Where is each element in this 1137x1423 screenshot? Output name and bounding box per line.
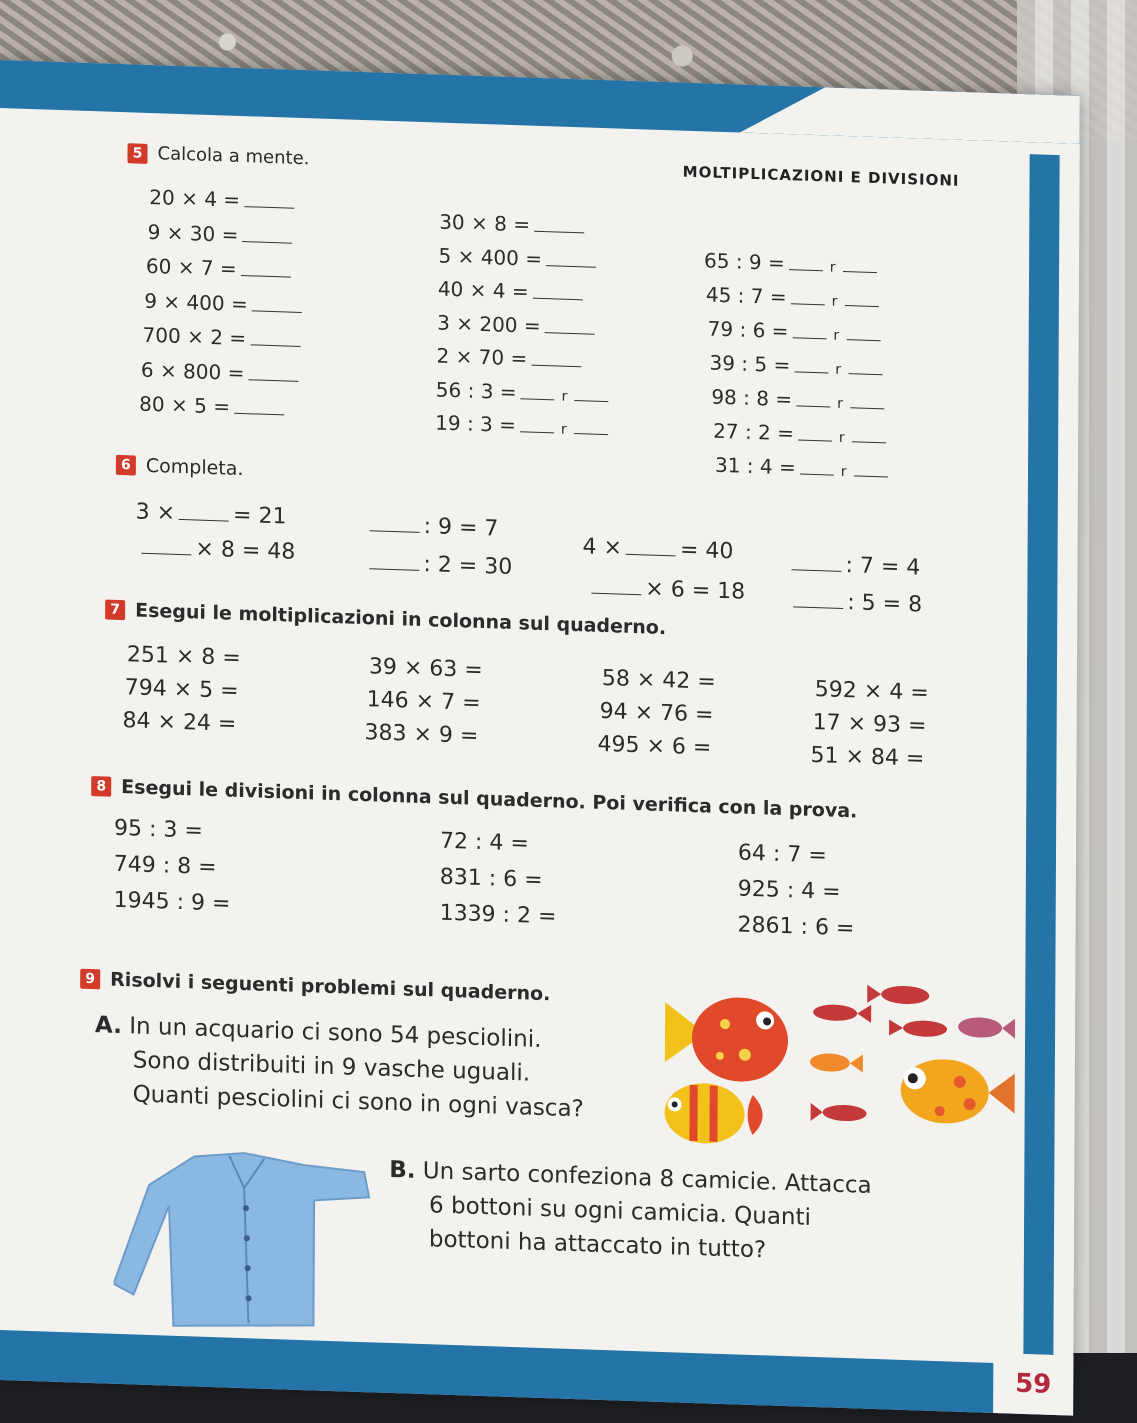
answer-blank <box>546 264 596 268</box>
remainder-label: r <box>840 463 847 481</box>
remainder-label: r <box>560 421 567 438</box>
ex6-item <box>789 588 922 617</box>
problem-a-label: A. <box>94 1012 122 1040</box>
ex5-col3-item <box>708 316 885 346</box>
ex7-text: 146 × 7 = <box>366 687 481 716</box>
ex9-heading <box>80 968 550 1006</box>
answer-blank <box>793 605 843 609</box>
ex7-text: 39 × 63 = <box>368 654 483 684</box>
ex6-right: × 8 = 48 <box>195 536 296 565</box>
answer-blank <box>248 378 298 382</box>
ex5-expression: 30 × 8 = <box>439 209 531 237</box>
answer-blank <box>234 412 284 416</box>
ex5-col3-item <box>704 248 881 278</box>
ex6-right: × 6 = 18 <box>645 576 746 605</box>
ex5-expression: 39 : 5 = <box>709 350 791 378</box>
ex8-title: Esegui le divisioni in colonna sul quaderno. Poi verifica con la prova. <box>121 776 858 823</box>
remainder-label: r <box>838 429 845 447</box>
ex7-text: 794 × 5 = <box>124 675 239 704</box>
remainder-label: r <box>833 327 840 344</box>
answer-blank <box>242 240 292 244</box>
remainder-label: r <box>831 293 838 310</box>
ex7-expression <box>364 720 478 749</box>
problem-a-line-3: Quanti pesciolini ci sono in ogni vasca? <box>132 1081 584 1123</box>
ex7-text: 94 × 76 = <box>599 698 714 728</box>
remainder-label: r <box>829 259 836 276</box>
answer-blank <box>848 372 882 375</box>
ex8-expression <box>738 876 841 904</box>
ex6-right: : 5 = 8 <box>847 590 923 618</box>
ex8-text: 831 : 6 = <box>439 864 543 894</box>
ex7-heading <box>105 598 666 639</box>
answer-blank <box>533 297 583 301</box>
ex6-left: 3 × <box>135 499 176 526</box>
ex8-text: 64 : 7 = <box>737 840 827 869</box>
problem-b-line-2: 6 bottoni su ogni camicia. Quanti <box>429 1192 812 1231</box>
ex8-expression <box>114 816 203 844</box>
ex6-right: = 40 <box>679 537 734 565</box>
answer-blank <box>521 397 555 400</box>
spotted-fish-icon <box>901 1058 1015 1126</box>
answer-blank <box>791 302 825 305</box>
ex8-text: 925 : 4 = <box>737 876 841 905</box>
striped-fish-icon <box>664 1082 762 1145</box>
ex5-col1-item <box>143 323 305 352</box>
problem-b-line-3: bottoni ha attaccato in tutto? <box>428 1226 767 1264</box>
ex5-col1-item <box>148 219 297 248</box>
ex6-left: 4 × <box>582 534 623 561</box>
answer-blank <box>591 592 641 596</box>
ex5-col1-item <box>146 254 295 283</box>
ex7-text: 84 × 24 = <box>122 708 237 737</box>
ex5-expression: 9 × 400 = <box>144 288 248 316</box>
remainder-label: r <box>837 395 843 412</box>
ex8-expression <box>440 865 543 893</box>
ex6-item <box>587 574 745 604</box>
ex8-text: 1339 : 2 = <box>439 900 557 930</box>
ex5-expression: 56 : 3 = <box>435 376 517 404</box>
ex5-expression: 98 : 8 = <box>711 384 793 412</box>
ex7-text: 383 × 9 = <box>364 720 479 749</box>
ex7-text: 251 × 8 = <box>126 642 241 671</box>
big-fish-icon <box>665 995 788 1083</box>
answer-blank <box>850 406 884 409</box>
answer-blank <box>531 364 581 368</box>
ex5-col3-item <box>709 351 886 381</box>
ex8-expression <box>738 912 855 941</box>
ex5-expression: 19 : 3 = <box>435 410 516 438</box>
ex5-expression: 2 × 70 = <box>436 343 528 371</box>
ex6-title: Completa. <box>145 454 244 481</box>
remainder-label: r <box>561 388 568 405</box>
ex7-expression <box>602 666 716 695</box>
problem-b <box>389 1153 872 1271</box>
problem-a-line-2: Sono distribuiti in 9 vasche uguali. <box>132 1047 531 1087</box>
ex8-text: 72 : 4 = <box>439 828 529 857</box>
ex8-expression <box>738 840 827 868</box>
ex6-item <box>787 551 920 580</box>
ex7-expression <box>813 710 927 739</box>
ex5-expression: 31 : 4 = <box>714 452 796 480</box>
ex6-right: : 9 = 7 <box>423 514 499 542</box>
answer-blank <box>252 309 302 313</box>
ex7-expression <box>597 732 711 761</box>
ex8-text: 749 : 8 = <box>113 851 217 881</box>
ex7-expression <box>600 699 714 728</box>
answer-blank <box>792 336 826 339</box>
answer-blank <box>800 473 834 476</box>
ex5-col1-item <box>139 392 288 421</box>
ex5-col2-item <box>436 377 613 407</box>
answer-blank <box>370 529 420 533</box>
ex5-col1-item <box>149 185 298 214</box>
page-number: 59 <box>993 1353 1073 1416</box>
ex8-expression <box>440 901 557 930</box>
ex6-item <box>582 534 733 564</box>
ex5-expression: 700 × 2 = <box>142 322 247 351</box>
ex7-text: 495 × 6 = <box>597 731 712 761</box>
ex5-expression: 80 × 5 = <box>139 391 231 419</box>
ex5-col3-item <box>706 282 883 312</box>
ex8-badge: 8 <box>91 776 111 797</box>
ex6-item <box>136 500 287 530</box>
section-title: MOLTIPLICAZIONI E DIVISIONI <box>682 162 960 190</box>
answer-blank <box>789 268 823 271</box>
ex8-expression <box>114 852 217 880</box>
ex5-col3-item <box>711 385 888 415</box>
ex5-col1-item <box>144 288 306 317</box>
ex9-title: Risolvi i seguenti problemi sul quaderno. <box>110 968 551 1006</box>
ex6-item <box>366 512 499 541</box>
answer-blank <box>250 343 300 347</box>
ex6-right: = 21 <box>233 502 287 530</box>
ex5-expression: 79 : 6 = <box>707 316 789 344</box>
answer-blank <box>520 430 554 433</box>
answer-blank <box>796 404 830 407</box>
ex6-item <box>137 535 295 565</box>
ex8-text: 2861 : 6 = <box>737 912 855 942</box>
page-content <box>0 60 1080 1416</box>
answer-blank <box>574 399 608 402</box>
ex7-expression <box>369 654 483 683</box>
ex6-badge: 6 <box>116 455 136 476</box>
ex8-expression <box>440 829 529 857</box>
answer-blank <box>843 270 877 273</box>
ex6-heading <box>116 454 244 480</box>
ex5-expression: 20 × 4 = <box>149 184 241 212</box>
ex5-expression: 40 × 4 = <box>437 276 529 304</box>
ex7-expression <box>125 675 239 704</box>
ex7-expression <box>815 677 929 706</box>
problem-b-label: B. <box>389 1156 416 1184</box>
ex5-col3-item <box>715 453 892 483</box>
answer-blank <box>844 304 878 307</box>
ex5-expression: 5 × 400 = <box>438 243 543 271</box>
ex7-text: 17 × 93 = <box>812 709 927 739</box>
ex6-item <box>365 550 512 580</box>
answer-blank <box>179 518 229 522</box>
problem-a <box>95 1008 585 1126</box>
answer-blank <box>141 552 191 556</box>
answer-blank <box>545 331 595 335</box>
ex8-text: 95 : 3 = <box>113 815 203 844</box>
ex7-badge: 7 <box>105 599 125 620</box>
ex5-badge: 5 <box>127 143 147 164</box>
ex7-text: 592 × 4 = <box>814 677 929 706</box>
ex8-expression <box>114 888 231 917</box>
ex5-col2-item <box>436 343 585 372</box>
answer-blank <box>626 553 676 557</box>
ex5-expression: 3 × 200 = <box>437 310 541 338</box>
ex5-col1-item <box>141 357 303 386</box>
ex5-col3-item <box>713 419 890 449</box>
book-page <box>0 60 1080 1416</box>
ex7-expression <box>127 642 241 671</box>
ex5-expression: 45 : 7 = <box>705 282 787 310</box>
ex5-heading <box>127 142 309 169</box>
ex7-title: Esegui le moltiplicazioni in colonna sul quaderno. <box>135 599 667 640</box>
shirt-illustration <box>113 1144 384 1343</box>
shirt-icon <box>113 1149 369 1332</box>
answer-blank <box>794 370 828 373</box>
ex5-col2-item <box>437 310 599 339</box>
answer-blank <box>369 567 419 571</box>
answer-blank <box>846 338 880 341</box>
ex7-text: 58 × 42 = <box>601 665 716 695</box>
answer-blank <box>534 230 584 234</box>
ex5-col2-item <box>438 277 587 306</box>
remainder-label: r <box>835 361 842 378</box>
ex5-expression: 65 : 9 = <box>704 248 785 276</box>
ex9-badge: 9 <box>80 969 100 990</box>
ex6-right: : 2 = 30 <box>423 552 513 580</box>
answer-blank <box>852 440 886 443</box>
answer-blank <box>574 432 608 435</box>
ex5-col2-item <box>438 243 600 272</box>
ex5-col2-item <box>439 210 588 239</box>
answer-blank <box>853 474 887 477</box>
problem-b-line-1: Un sarto confeziona 8 camicie. Attacca <box>422 1158 872 1199</box>
ex5-expression: 60 × 7 = <box>145 253 237 281</box>
answer-blank <box>791 568 841 572</box>
ex5-title: Calcola a mente. <box>157 143 310 170</box>
ex7-text: 51 × 84 = <box>810 742 925 772</box>
ex5-expression: 27 : 2 = <box>713 418 794 446</box>
problem-a-line-1: In un acquario ci sono 54 pesciolini. <box>129 1013 542 1053</box>
answer-blank <box>241 274 291 278</box>
ex6-right: : 7 = 4 <box>845 553 921 581</box>
ex8-text: 1945 : 9 = <box>113 887 231 917</box>
ex5-col2-item <box>435 410 612 440</box>
ex7-expression <box>810 743 924 772</box>
ex5-expression: 6 × 800 = <box>140 357 245 385</box>
ex8-heading <box>91 775 857 822</box>
ex7-expression <box>367 687 481 716</box>
ex7-expression <box>122 708 236 737</box>
answer-blank <box>798 438 832 441</box>
answer-blank <box>244 205 294 209</box>
fish-illustration <box>634 961 1015 1164</box>
ex5-expression: 9 × 30 = <box>147 219 239 247</box>
